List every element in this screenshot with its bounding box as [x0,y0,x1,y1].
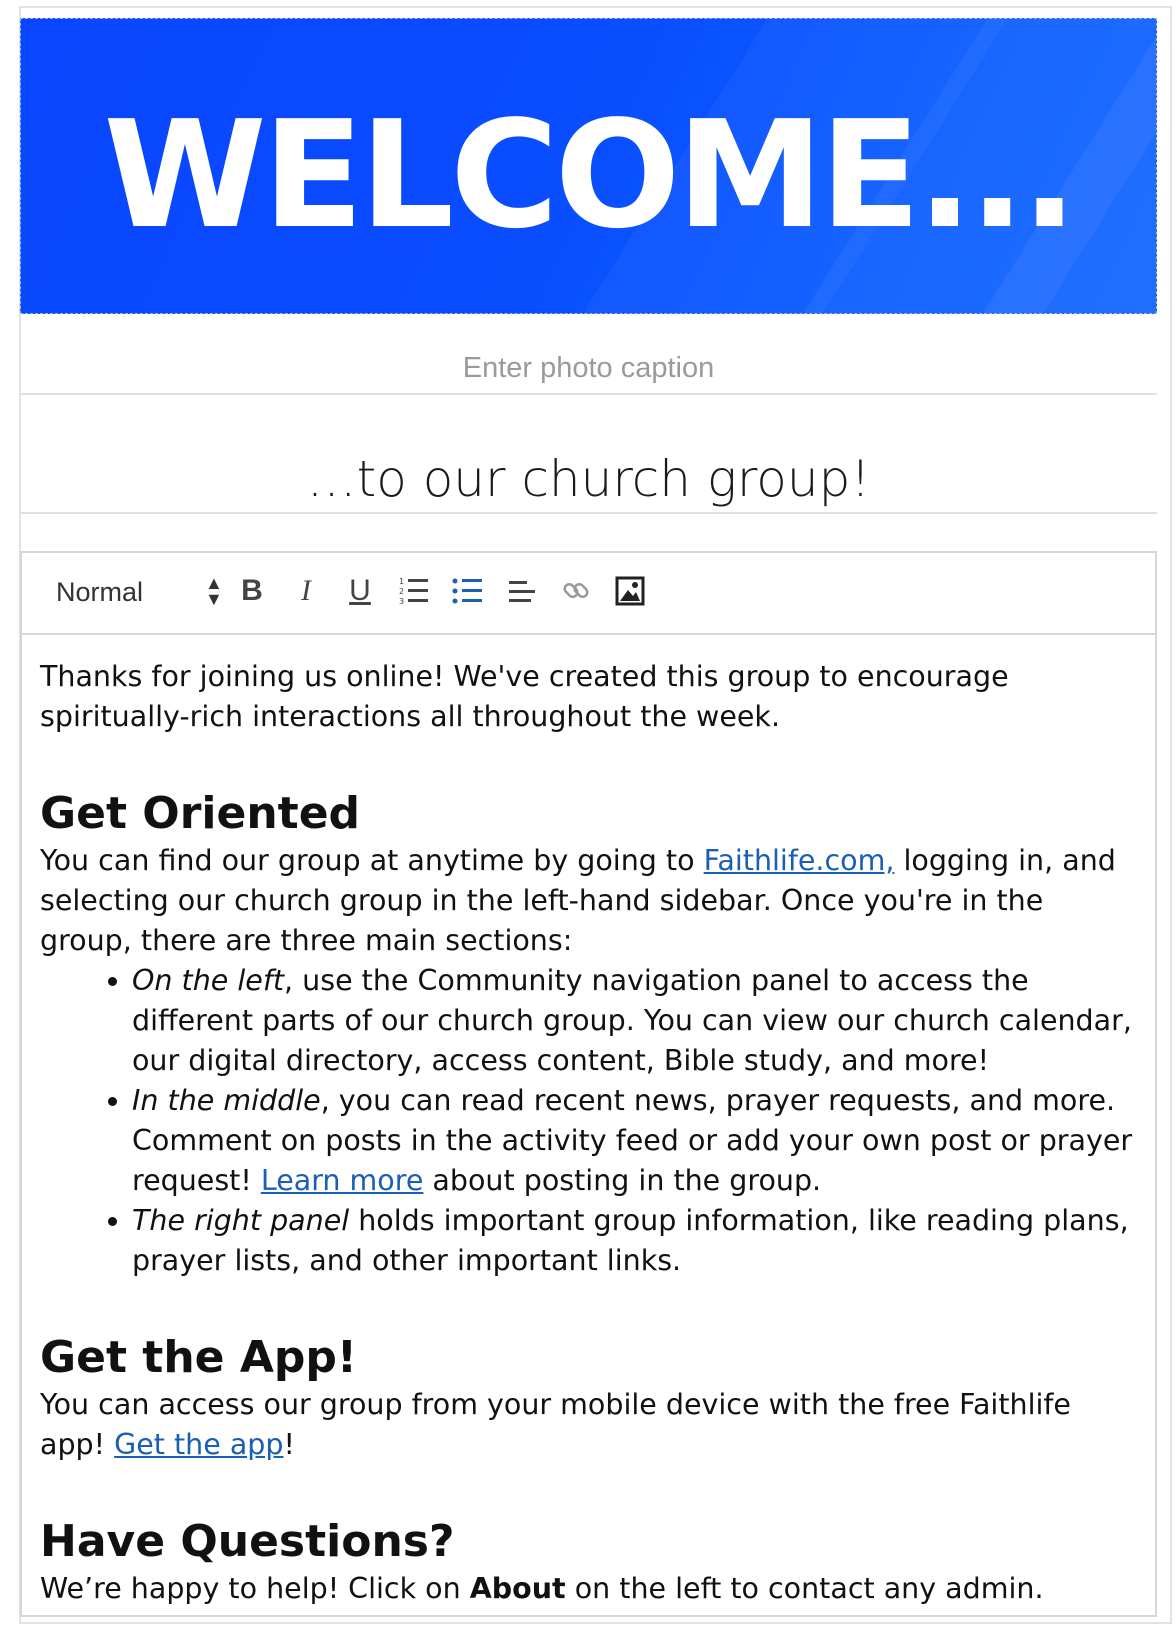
faithlife-link[interactable]: Faithlife.com, [703,844,895,877]
learn-more-link[interactable]: Learn more [260,1164,424,1197]
ordered-list-icon [398,576,430,606]
banner-image[interactable] [20,18,1157,314]
format-select[interactable]: Normal [56,577,144,607]
questions-paragraph: We’re happy to help! Click on About on the left to contact any admin. [40,1572,1044,1605]
bold-button[interactable] [232,571,272,611]
image-button[interactable] [610,571,650,611]
link-button[interactable] [556,571,596,611]
svg-text:1: 1 [399,577,405,586]
app-paragraph: You can access our group from your mobile device with the free Faithlife app! Get the app! [40,1388,1071,1461]
italic-icon: I [301,574,311,607]
bullet-list-icon [452,576,484,606]
heading-get-oriented: Get Oriented [40,788,361,839]
heading-have-questions: Have Questions? [40,1516,455,1567]
bold-icon: B [241,574,263,607]
underline-icon: U [349,574,371,607]
svg-text:3: 3 [399,597,405,606]
oriented-paragraph: You can find our group at anytime by going to Faithlife.com, logging in, and selecting our church group in the left-hand sidebar. Once you're in the group, there are three main sections: [40,844,1116,957]
rich-text-editor[interactable] [20,551,1157,1617]
get-the-app-link[interactable]: Get the app [114,1428,284,1461]
underline-button[interactable] [340,571,380,611]
italic-button[interactable] [286,571,326,611]
editor-toolbar [22,553,1155,635]
align-left-button[interactable] [502,571,542,611]
heading-get-the-app: Get the App! [40,1332,357,1383]
divider [20,393,1157,395]
banner-text: WELCOME... [103,89,1074,261]
align-left-icon [507,578,537,604]
link-icon [561,576,591,606]
list-item: • On the left, use the Community navigation panel to access the different parts of our church group. You can view our church calendar, our digital directory, access content, Bible study, and more! [132,961,1137,1081]
select-arrows-icon: ▲ ▼ [205,573,223,609]
bullet-list-button[interactable] [448,571,488,611]
post-title[interactable]: …to our church group! [306,450,871,508]
intro-paragraph: Thanks for joining us online! We've created this group to encourage spiritually-rich interactions all throughout the week. [40,660,1009,733]
list-item: • The right panel holds important group information, like reading plans, prayer lists, and other important links. [132,1201,1137,1281]
ordered-list-button[interactable] [394,571,434,611]
photo-caption-input[interactable]: Enter photo caption [462,352,715,384]
svg-text:2: 2 [399,587,405,596]
image-icon [615,576,645,606]
list-item: • In the middle, you can read recent news, prayer requests, and more. Comment on posts in the activity feed or add your own post or prayer request! Learn more about posting in the group. [132,1081,1137,1201]
about-text: About [469,1572,566,1605]
sections-list [40,961,1137,1281]
divider [20,512,1157,514]
editor-content[interactable] [40,657,1137,1609]
